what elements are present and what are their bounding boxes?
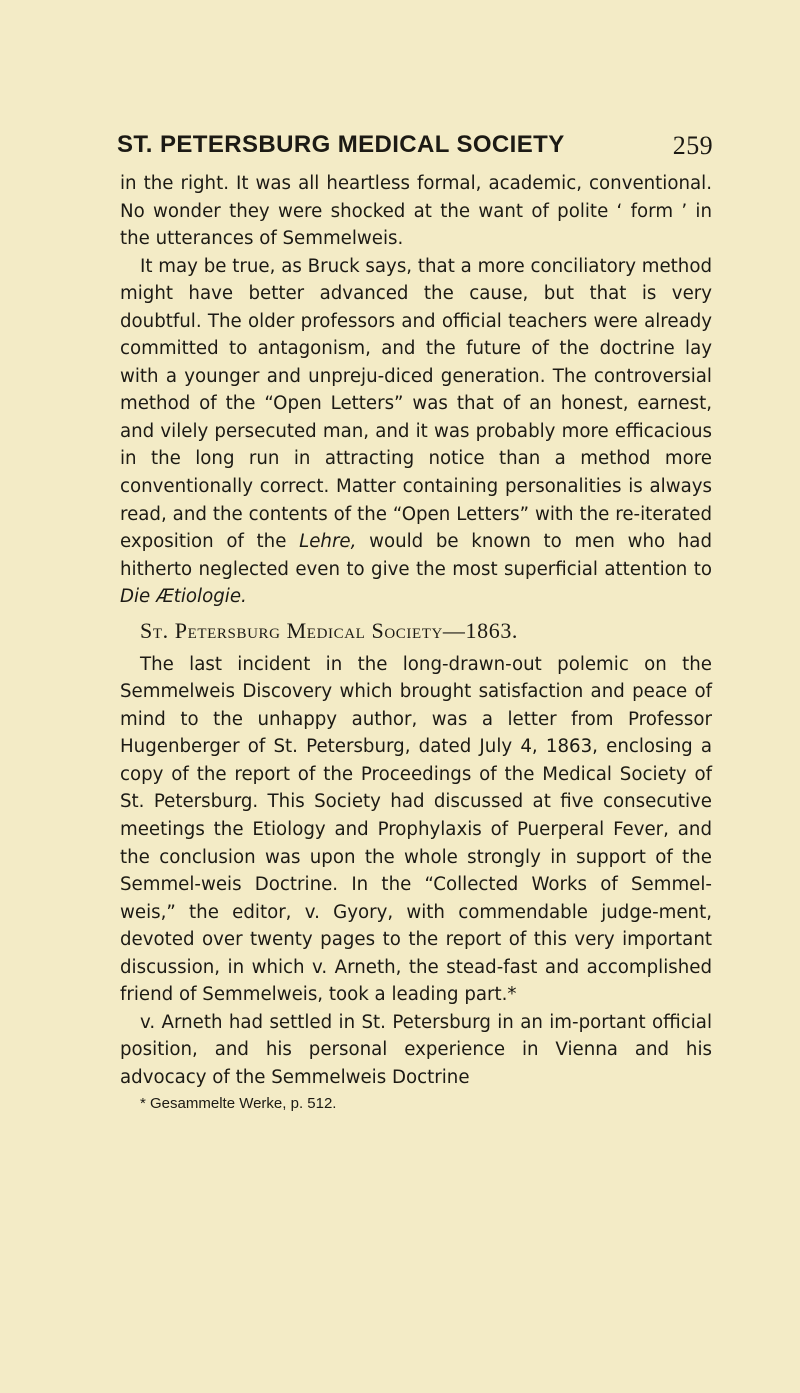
italic-lehre: Lehre,	[299, 531, 357, 553]
body-text	[120, 170, 712, 1114]
section-heading: St. Petersburg Medical Society—1863.	[140, 617, 519, 643]
paragraph-bruck-text-2: would be known to men who had hitherto neglected even to give the most superficial attention to	[120, 531, 712, 580]
footnote: * Gesammelte Werke, p. 512.	[140, 1094, 337, 1112]
paragraph-bruck-text: It may be true, as Bruck says, that a more conciliatory method might have better advanced the cause, but that is very doubtful. The older professors and official teachers were already committed to antagonism, and the future of the doctrine lay with a younger and unpreju-diced generation. The controversial method of the “Open Letters” was that of an honest, earnest, and vilely persecuted man, and it was probably more efficacious in the long run in attracting notice than a method more conventionally correct. Matter containing personalities is always read, and the contents of the “Open Letters” with the re-iterated exposition of the	[120, 255, 712, 553]
paragraph-arneth: v. Arneth had settled in St. Petersburg in an im-portant official position, and his personal experience in Vienna and his advocacy of the Semmelweis Doctrine	[120, 1011, 712, 1088]
running-title: ST. PETERSBURG MEDICAL SOCIETY	[117, 131, 565, 158]
paragraph-hugenberger: The last incident in the long-drawn-out polemic on the Semmelweis Discovery which brought satisfaction and peace of mind to the unhappy author, was a letter from Professor Hugenberger of St. Petersburg, dated July 4, 1863, enclosing a copy of the report of the Proceedings of the Medical Society of St. Petersburg. This Society had discussed at five consecutive meetings the Etiology and Prophylaxis of Puerperal Fever, and the conclusion was upon the whole strongly in support of the Semmel-weis Doctrine. In the “Collected Works of Semmel-weis,” the editor, v. Gyory, with commendable judge-ment, devoted over twenty pages to the report of this very important discussion, in which v. Arneth, the stead-fast and accomplished friend of Semmelweis, took a leading part.*	[120, 653, 712, 1006]
page-number: 259	[672, 131, 713, 160]
italic-die-aetiologie: Die Ætiologie.	[120, 586, 247, 608]
running-head	[117, 131, 713, 165]
paragraph-bruck	[120, 253, 712, 611]
paragraph-continuation: in the right. It was all heartless formal, academic, conventional. No wonder they were shocked at the want of polite ‘ form ’ in the utterances of Semmelweis.	[120, 173, 712, 250]
